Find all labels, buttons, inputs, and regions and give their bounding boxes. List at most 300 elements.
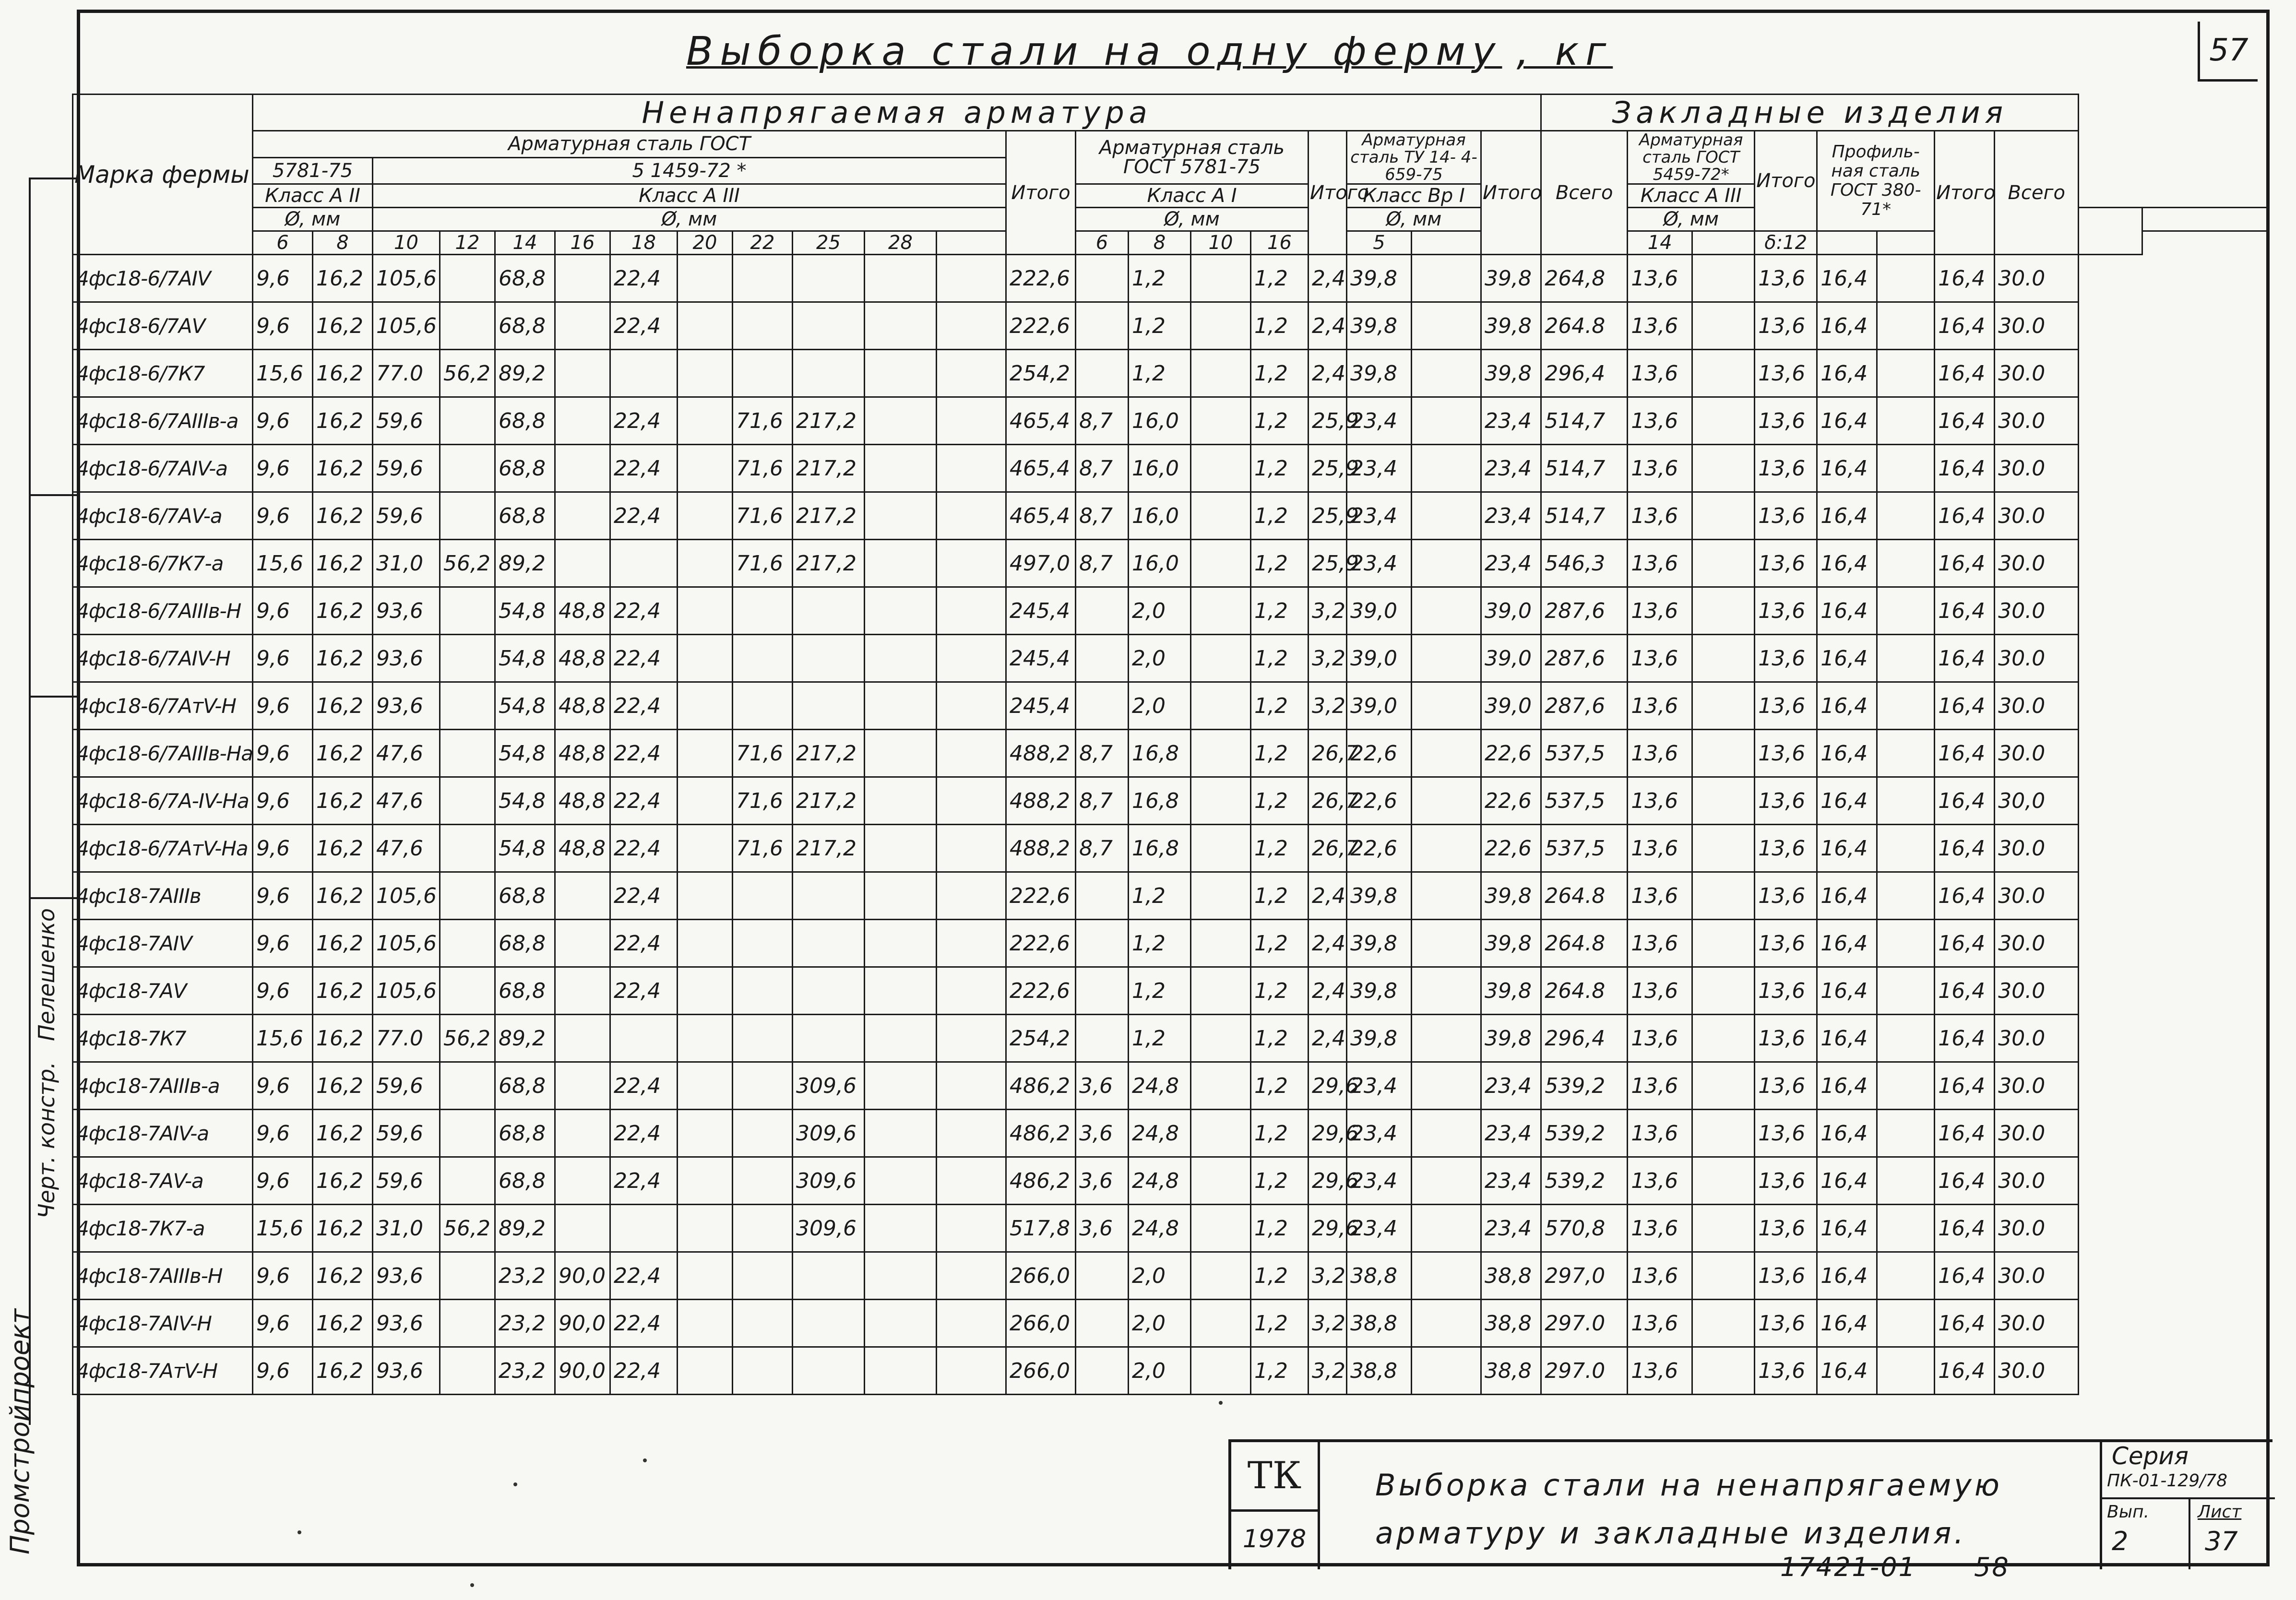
value-cell bbox=[678, 350, 733, 397]
value-cell: 16,2 bbox=[313, 635, 373, 682]
value-cell: 39,8 bbox=[1481, 302, 1541, 350]
value-cell: 16,4 bbox=[1817, 302, 1877, 350]
value-cell: 22,4 bbox=[610, 1252, 678, 1300]
value-cell: 77.0 bbox=[373, 350, 440, 397]
value-cell: 13,6 bbox=[1628, 1205, 1692, 1252]
value-cell bbox=[1412, 587, 1481, 635]
value-cell: 23,4 bbox=[1481, 1062, 1541, 1110]
value-cell bbox=[937, 540, 1006, 587]
value-cell: 39,8 bbox=[1347, 1015, 1412, 1062]
value-cell: 22,4 bbox=[610, 1347, 678, 1395]
value-cell: 9,6 bbox=[253, 635, 313, 682]
value-cell bbox=[440, 635, 495, 682]
value-cell: 22,4 bbox=[610, 1300, 678, 1347]
value-cell: 2,4 bbox=[1309, 302, 1347, 350]
value-cell bbox=[440, 920, 495, 967]
value-cell: 1,2 bbox=[1251, 825, 1309, 872]
value-cell: 39,0 bbox=[1481, 587, 1541, 635]
value-cell bbox=[440, 730, 495, 777]
value-cell: 266,0 bbox=[1006, 1300, 1076, 1347]
value-cell bbox=[440, 492, 495, 540]
value-cell bbox=[865, 445, 937, 492]
value-cell bbox=[678, 302, 733, 350]
value-cell bbox=[793, 587, 865, 635]
value-cell bbox=[440, 445, 495, 492]
value-cell: 89,2 bbox=[495, 540, 555, 587]
value-cell: 1,2 bbox=[1251, 730, 1309, 777]
value-cell: 23,4 bbox=[1481, 1157, 1541, 1205]
value-cell: 31,0 bbox=[373, 1205, 440, 1252]
dia-col: 14 bbox=[495, 231, 555, 255]
dia-col: 6 bbox=[253, 231, 313, 255]
value-cell bbox=[555, 1110, 610, 1157]
value-cell: 13,6 bbox=[1755, 1300, 1817, 1347]
value-cell: 29,6 bbox=[1309, 1157, 1347, 1205]
value-cell bbox=[1412, 397, 1481, 445]
value-cell bbox=[555, 967, 610, 1015]
value-cell bbox=[865, 1015, 937, 1062]
value-cell bbox=[1692, 350, 1755, 397]
value-cell: 39,8 bbox=[1481, 920, 1541, 967]
class-a3-header: Класс А III bbox=[373, 184, 1006, 208]
value-cell: 9,6 bbox=[253, 255, 313, 302]
value-cell bbox=[555, 540, 610, 587]
value-cell bbox=[610, 540, 678, 587]
value-cell: 23,4 bbox=[1347, 1157, 1412, 1205]
value-cell: 16,4 bbox=[1817, 682, 1877, 730]
value-cell: 222,6 bbox=[1006, 302, 1076, 350]
value-cell: 465,4 bbox=[1006, 492, 1076, 540]
dia-col: 14 bbox=[1628, 231, 1692, 255]
value-cell: 16,4 bbox=[1817, 1062, 1877, 1110]
value-cell: 16,4 bbox=[1817, 255, 1877, 302]
dia-emb-header: Ø, мм bbox=[1628, 208, 1755, 231]
value-cell: 16,0 bbox=[1129, 397, 1191, 445]
value-cell: 1,2 bbox=[1251, 1110, 1309, 1157]
sheet-box bbox=[2189, 1497, 2277, 1569]
value-cell: 1,2 bbox=[1251, 255, 1309, 302]
value-cell bbox=[1076, 1347, 1129, 1395]
value-cell: 2,4 bbox=[1309, 1015, 1347, 1062]
value-cell bbox=[865, 825, 937, 872]
value-cell: 486,2 bbox=[1006, 1110, 1076, 1157]
value-cell: 48,8 bbox=[555, 587, 610, 635]
value-cell: 9,6 bbox=[253, 1252, 313, 1300]
value-cell: 15,6 bbox=[253, 1015, 313, 1062]
value-cell bbox=[865, 1157, 937, 1205]
value-cell: 8,7 bbox=[1076, 540, 1129, 587]
value-cell: 537,5 bbox=[1541, 730, 1628, 777]
value-cell: 22,6 bbox=[1481, 730, 1541, 777]
value-cell: 9,6 bbox=[253, 1110, 313, 1157]
value-cell bbox=[865, 635, 937, 682]
value-cell: 16,4 bbox=[1935, 730, 1995, 777]
mark-cell: 4фс18-7К7-а bbox=[73, 1205, 253, 1252]
total-b-header: Итого bbox=[1309, 131, 1347, 255]
value-cell bbox=[793, 255, 865, 302]
table-row bbox=[73, 1062, 2269, 1110]
value-cell: 13,6 bbox=[1755, 920, 1817, 967]
value-cell bbox=[440, 1300, 495, 1347]
value-cell: 30.0 bbox=[1995, 445, 2079, 492]
table-body bbox=[73, 255, 2269, 1395]
value-cell bbox=[1692, 1015, 1755, 1062]
value-cell: 23,4 bbox=[1481, 492, 1541, 540]
value-cell: 1,2 bbox=[1251, 445, 1309, 492]
value-cell: 287,6 bbox=[1541, 635, 1628, 682]
value-cell: 22,4 bbox=[610, 397, 678, 445]
value-cell bbox=[1412, 872, 1481, 920]
value-cell: 56,2 bbox=[440, 540, 495, 587]
value-cell: 488,2 bbox=[1006, 825, 1076, 872]
value-cell: 264.8 bbox=[1541, 302, 1628, 350]
dia-col: 6 bbox=[1076, 231, 1129, 255]
value-cell: 16,2 bbox=[313, 397, 373, 445]
value-cell: 56,2 bbox=[440, 350, 495, 397]
value-cell: 26,7 bbox=[1309, 777, 1347, 825]
value-cell bbox=[1877, 1205, 1935, 1252]
table-row bbox=[73, 255, 2269, 302]
value-cell bbox=[678, 1205, 733, 1252]
mark-cell: 4фс18-6/7К7 bbox=[73, 350, 253, 397]
value-cell: 9,6 bbox=[253, 682, 313, 730]
series-label: Серия bbox=[2112, 1442, 2189, 1470]
value-cell bbox=[1412, 350, 1481, 397]
value-cell: 497,0 bbox=[1006, 540, 1076, 587]
value-cell bbox=[440, 302, 495, 350]
value-cell bbox=[1412, 1110, 1481, 1157]
value-cell: 13,6 bbox=[1755, 682, 1817, 730]
value-cell: 16,2 bbox=[313, 1300, 373, 1347]
value-cell bbox=[1692, 445, 1755, 492]
value-cell: 23,4 bbox=[1481, 540, 1541, 587]
value-cell bbox=[1076, 255, 1129, 302]
value-cell: 3,2 bbox=[1309, 635, 1347, 682]
value-cell: 26,7 bbox=[1309, 730, 1347, 777]
value-cell bbox=[1191, 397, 1251, 445]
value-cell: 16,4 bbox=[1935, 1252, 1995, 1300]
value-cell: 13,6 bbox=[1628, 825, 1692, 872]
mark-cell: 4фс18-6/7АIV-Н bbox=[73, 635, 253, 682]
value-cell bbox=[610, 350, 678, 397]
value-cell bbox=[937, 682, 1006, 730]
value-cell: 217,2 bbox=[793, 397, 865, 445]
mark-header: Марка фермы bbox=[73, 95, 253, 255]
mark-cell: 4фс18-7АV bbox=[73, 967, 253, 1015]
value-cell: 24,8 bbox=[1129, 1062, 1191, 1110]
value-cell: 16,4 bbox=[1817, 777, 1877, 825]
value-cell: 296,4 bbox=[1541, 350, 1628, 397]
page-title bbox=[686, 29, 1613, 74]
value-cell: 93,6 bbox=[373, 635, 440, 682]
value-cell: 264.8 bbox=[1541, 872, 1628, 920]
value-cell: 16,4 bbox=[1935, 1347, 1995, 1395]
value-cell: 217,2 bbox=[793, 825, 865, 872]
value-cell: 30.0 bbox=[1995, 682, 2079, 730]
value-cell bbox=[937, 730, 1006, 777]
class-bp1-header: Класс Вр I bbox=[1347, 184, 1481, 208]
value-cell: 13,6 bbox=[1628, 397, 1692, 445]
value-cell: 8,7 bbox=[1076, 825, 1129, 872]
value-cell bbox=[865, 777, 937, 825]
emb-grand-header: Всего bbox=[1995, 131, 2079, 255]
value-cell bbox=[733, 350, 793, 397]
value-cell bbox=[555, 255, 610, 302]
value-cell bbox=[937, 1157, 1006, 1205]
value-cell: 22,4 bbox=[610, 1157, 678, 1205]
value-cell: 16,4 bbox=[1935, 302, 1995, 350]
value-cell bbox=[1412, 682, 1481, 730]
dia-col bbox=[937, 231, 1006, 255]
value-cell: 89,2 bbox=[495, 1015, 555, 1062]
value-cell: 3,6 bbox=[1076, 1062, 1129, 1110]
value-cell: 59,6 bbox=[373, 397, 440, 445]
value-cell bbox=[937, 635, 1006, 682]
value-cell: 16,2 bbox=[313, 825, 373, 872]
dia-a2-header: Ø, мм bbox=[253, 208, 373, 231]
value-cell: 71,6 bbox=[733, 540, 793, 587]
value-cell: 39,0 bbox=[1347, 682, 1412, 730]
value-cell bbox=[678, 1300, 733, 1347]
value-cell: 16,4 bbox=[1935, 492, 1995, 540]
value-cell: 245,4 bbox=[1006, 587, 1076, 635]
value-cell: 9,6 bbox=[253, 302, 313, 350]
value-cell: 217,2 bbox=[793, 540, 865, 587]
binding-strip bbox=[10, 178, 31, 1425]
value-cell bbox=[678, 1347, 733, 1395]
side-box-2 bbox=[29, 494, 79, 698]
value-cell bbox=[1412, 635, 1481, 682]
value-cell bbox=[937, 872, 1006, 920]
value-cell: 13,6 bbox=[1628, 540, 1692, 587]
value-cell: 16,4 bbox=[1817, 1300, 1877, 1347]
value-cell bbox=[1412, 920, 1481, 967]
value-cell: 539,2 bbox=[1541, 1157, 1628, 1205]
value-cell: 22,4 bbox=[610, 825, 678, 872]
series-box bbox=[2100, 1442, 2275, 1569]
value-cell bbox=[678, 1110, 733, 1157]
value-cell bbox=[1076, 635, 1129, 682]
value-cell: 39,8 bbox=[1347, 920, 1412, 967]
value-cell: 13,6 bbox=[1628, 682, 1692, 730]
value-cell bbox=[1412, 255, 1481, 302]
profile-steel-header: Профиль-ная сталь ГОСТ 380-71* bbox=[1817, 131, 1935, 231]
value-cell: 39,8 bbox=[1481, 255, 1541, 302]
value-cell bbox=[1076, 1252, 1129, 1300]
value-cell: 517,8 bbox=[1006, 1205, 1076, 1252]
value-cell bbox=[1412, 777, 1481, 825]
value-cell: 25,9 bbox=[1309, 397, 1347, 445]
value-cell: 16,4 bbox=[1817, 1205, 1877, 1252]
value-cell: 22,4 bbox=[610, 682, 678, 730]
ink-speck bbox=[470, 1583, 474, 1587]
value-cell bbox=[793, 872, 865, 920]
value-cell: 16,0 bbox=[1129, 445, 1191, 492]
value-cell: 23,4 bbox=[1481, 1110, 1541, 1157]
value-cell: 1,2 bbox=[1251, 777, 1309, 825]
value-cell bbox=[678, 635, 733, 682]
value-cell bbox=[610, 1205, 678, 1252]
value-cell bbox=[678, 920, 733, 967]
value-cell bbox=[555, 920, 610, 967]
value-cell: 16,4 bbox=[1935, 540, 1995, 587]
table-row bbox=[73, 1347, 2269, 1395]
value-cell: 13,6 bbox=[1755, 825, 1817, 872]
mark-cell: 4фс18-7АтV-Н bbox=[73, 1347, 253, 1395]
value-cell: 48,8 bbox=[555, 682, 610, 730]
value-cell: 48,8 bbox=[555, 730, 610, 777]
value-cell bbox=[937, 445, 1006, 492]
value-cell: 29,6 bbox=[1309, 1062, 1347, 1110]
value-cell bbox=[1191, 350, 1251, 397]
value-cell: 30,0 bbox=[1995, 777, 2079, 825]
value-cell: 1,2 bbox=[1251, 1157, 1309, 1205]
value-cell: 68,8 bbox=[495, 255, 555, 302]
value-cell: 30.0 bbox=[1995, 1205, 2079, 1252]
value-cell: 2,0 bbox=[1129, 1252, 1191, 1300]
mark-cell: 4фс18-7АV-а bbox=[73, 1157, 253, 1205]
value-cell bbox=[793, 967, 865, 1015]
value-cell: 77.0 bbox=[373, 1015, 440, 1062]
ink-speck bbox=[643, 1458, 647, 1462]
value-cell: 13,6 bbox=[1755, 1110, 1817, 1157]
value-cell: 13,6 bbox=[1628, 1157, 1692, 1205]
value-cell bbox=[1692, 1110, 1755, 1157]
gost-5781-header: Арматурная сталь ГОСТ 5781-75 bbox=[1076, 131, 1309, 184]
value-cell: 254,2 bbox=[1006, 1015, 1076, 1062]
value-cell: 105,6 bbox=[373, 302, 440, 350]
value-cell: 2,0 bbox=[1129, 587, 1191, 635]
value-cell: 245,4 bbox=[1006, 682, 1076, 730]
value-cell: 16,2 bbox=[313, 1157, 373, 1205]
value-cell bbox=[937, 825, 1006, 872]
value-cell: 93,6 bbox=[373, 1252, 440, 1300]
archive-number bbox=[1780, 1552, 2010, 1582]
value-cell: 570,8 bbox=[1541, 1205, 1628, 1252]
value-cell bbox=[733, 1300, 793, 1347]
value-cell: 3,2 bbox=[1309, 1300, 1347, 1347]
value-cell: 16,4 bbox=[1817, 825, 1877, 872]
total-d-sub bbox=[2079, 208, 2142, 255]
total-e-header: Итого bbox=[1935, 131, 1995, 255]
value-cell: 16,4 bbox=[1817, 635, 1877, 682]
value-cell: 1,2 bbox=[1129, 967, 1191, 1015]
value-cell: 90,0 bbox=[555, 1347, 610, 1395]
value-cell bbox=[555, 397, 610, 445]
value-cell bbox=[555, 1157, 610, 1205]
value-cell bbox=[937, 255, 1006, 302]
mark-cell: 4фс18-6/7К7-а bbox=[73, 540, 253, 587]
value-cell: 93,6 bbox=[373, 1300, 440, 1347]
table-row bbox=[73, 397, 2269, 445]
value-cell bbox=[1877, 777, 1935, 825]
value-cell bbox=[937, 1062, 1006, 1110]
value-cell: 8,7 bbox=[1076, 777, 1129, 825]
mark-cell: 4фс18-6/7АтV-Н bbox=[73, 682, 253, 730]
value-cell: 22,6 bbox=[1481, 777, 1541, 825]
value-cell bbox=[1191, 1157, 1251, 1205]
value-cell: 16,4 bbox=[1935, 872, 1995, 920]
value-cell: 16,8 bbox=[1129, 730, 1191, 777]
value-cell: 13,6 bbox=[1755, 1015, 1817, 1062]
mark-cell: 4фс18-6/7А-IV-На bbox=[73, 777, 253, 825]
value-cell bbox=[793, 920, 865, 967]
value-cell: 16,4 bbox=[1935, 1062, 1995, 1110]
value-cell: 16,2 bbox=[313, 967, 373, 1015]
value-cell: 54,8 bbox=[495, 682, 555, 730]
value-cell: 30.0 bbox=[1995, 1157, 2079, 1205]
value-cell: 1,2 bbox=[1251, 872, 1309, 920]
value-cell: 13,6 bbox=[1755, 492, 1817, 540]
value-cell: 39,0 bbox=[1481, 635, 1541, 682]
value-cell: 23,4 bbox=[1347, 445, 1412, 492]
value-cell bbox=[555, 1015, 610, 1062]
value-cell: 26,7 bbox=[1309, 825, 1347, 872]
side-box-3 bbox=[29, 696, 79, 899]
value-cell bbox=[1692, 1205, 1755, 1252]
table-row bbox=[73, 445, 2269, 492]
value-cell: 1,2 bbox=[1251, 540, 1309, 587]
value-cell: 56,2 bbox=[440, 1205, 495, 1252]
value-cell: 2,4 bbox=[1309, 350, 1347, 397]
value-cell: 9,6 bbox=[253, 492, 313, 540]
mark-cell: 4фс18-6/7АIIIв-Н bbox=[73, 587, 253, 635]
value-cell bbox=[937, 920, 1006, 967]
value-cell: 13,6 bbox=[1628, 492, 1692, 540]
value-cell: 30.0 bbox=[1995, 302, 2079, 350]
value-cell bbox=[678, 825, 733, 872]
mark-cell: 4фс18-7АIV-Н bbox=[73, 1300, 253, 1347]
mark-cell: 4фс18-7АIIIв bbox=[73, 872, 253, 920]
value-cell: 486,2 bbox=[1006, 1062, 1076, 1110]
value-cell: 296,4 bbox=[1541, 1015, 1628, 1062]
value-cell: 31,0 bbox=[373, 540, 440, 587]
value-cell bbox=[1877, 1015, 1935, 1062]
value-cell: 13,6 bbox=[1628, 920, 1692, 967]
value-cell: 3,6 bbox=[1076, 1110, 1129, 1157]
value-cell bbox=[733, 587, 793, 635]
value-cell bbox=[440, 1110, 495, 1157]
value-cell bbox=[1076, 920, 1129, 967]
value-cell: 39,8 bbox=[1347, 350, 1412, 397]
table-row bbox=[73, 540, 2269, 587]
value-cell bbox=[793, 682, 865, 730]
value-cell: 13,6 bbox=[1628, 1015, 1692, 1062]
value-cell: 537,5 bbox=[1541, 825, 1628, 872]
value-cell bbox=[1412, 967, 1481, 1015]
value-cell bbox=[1692, 587, 1755, 635]
value-cell: 488,2 bbox=[1006, 730, 1076, 777]
value-cell: 16,4 bbox=[1817, 872, 1877, 920]
value-cell bbox=[1191, 255, 1251, 302]
value-cell: 68,8 bbox=[495, 397, 555, 445]
value-cell: 23,4 bbox=[1481, 1205, 1541, 1252]
mark-cell: 4фс18-6/7АIV-а bbox=[73, 445, 253, 492]
value-cell: 16,4 bbox=[1817, 445, 1877, 492]
value-cell: 30.0 bbox=[1995, 540, 2079, 587]
value-cell: 539,2 bbox=[1541, 1062, 1628, 1110]
table-row bbox=[73, 1252, 2269, 1300]
table-row bbox=[73, 682, 2269, 730]
ink-speck bbox=[1219, 1401, 1223, 1405]
value-cell: 30.0 bbox=[1995, 1252, 2079, 1300]
value-cell bbox=[1877, 302, 1935, 350]
header-row-2 bbox=[73, 131, 2269, 158]
value-cell: 90,0 bbox=[555, 1252, 610, 1300]
value-cell bbox=[1877, 255, 1935, 302]
sheet-label: Лист bbox=[2198, 1502, 2242, 1522]
value-cell: 23,2 bbox=[495, 1347, 555, 1395]
